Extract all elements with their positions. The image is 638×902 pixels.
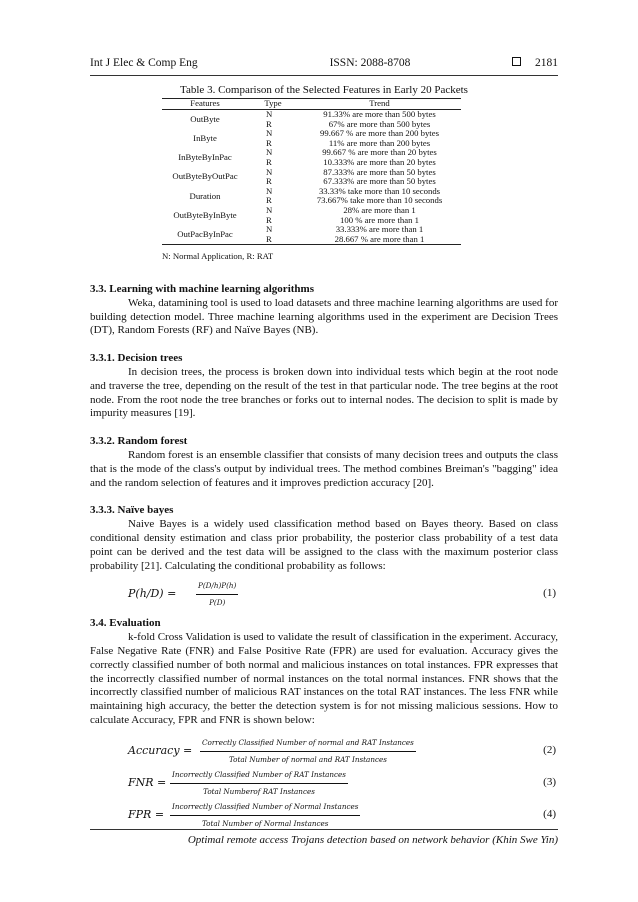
trend-cell: 99.667 % are more than 20 bytes <box>322 147 437 158</box>
equation-lhs: FNR = <box>128 775 167 789</box>
type-cell: N <box>266 185 273 196</box>
running-header <box>90 57 558 73</box>
trend-cell: 67% are more than 500 bytes <box>328 118 431 129</box>
numerator: Incorrectly Classified Number of RAT Instances <box>170 768 348 784</box>
type-cell: N <box>266 109 273 119</box>
trend-cell: 33.33% take more than 10 seconds <box>318 185 441 196</box>
table-body <box>162 110 461 245</box>
section-heading: 3.3. Learning with machine learning algorithms <box>90 283 314 295</box>
type-cell: N <box>266 224 273 235</box>
checkbox-icon <box>512 57 521 66</box>
denominator: Total Numberof RAT Instances <box>203 786 315 796</box>
table-note: N: Normal Application, R: RAT <box>162 251 274 261</box>
trend-cell: 73.667% take more than 10 seconds <box>316 195 443 206</box>
paragraph: In decision trees, the process is broken down into individual tests which begin at the root node and traverse the tree, depending on the result of the test in that particular node. The tree begins at the root node. From the root node the tree branches or forks out to internal nodes. The decision to split is made by impurity measures [19]. <box>90 365 558 420</box>
table-header-row <box>162 99 461 110</box>
page-number: 2181 <box>535 57 558 69</box>
table-caption: Table 3. Comparison of the Selected Features in Early 20 Packets <box>180 84 468 96</box>
trend-cell: 87.333% are more than 50 bytes <box>323 166 436 177</box>
feature-cell: OutPacByInPac <box>162 225 248 245</box>
paragraph: Weka, datamining tool is used to load datasets and three machine learning algorithms are used for building detection model. Three machine learning algorithms used in the experiment are Decision Trees (DT), Random Forests (RF) and Naïve Bayes (NB). <box>90 296 558 337</box>
denominator: Total Number of Normal Instances <box>201 818 329 828</box>
equation-lhs: P(h/D) = <box>128 587 177 601</box>
feature-cell: OutByte <box>190 113 220 124</box>
equation-number: (3) <box>543 775 556 788</box>
section-heading: 3.3.3. Naïve bayes <box>90 504 174 517</box>
paragraph: k-fold Cross Validation is used to validate the result of classification in the experiment. Accuracy, False Negative Rate (FNR) and False Positive Rate (FPR) are used for evaluation. Accuracy gives the correctly classified number of both normal and malicious instances on total instances. FPR expresses that the incorrectly classified number of normal instances on the total normal instances. FNR shows that the incorrectly classified number of malicious RAT instances on the total RAT instances. The less FNR while maintaining high accuracy, the better the detection system is for not missing malicious sessions. How to calculate Accuracy, FPR and FNR is shown below: <box>90 631 558 726</box>
features-table <box>162 98 461 245</box>
equation-fraction <box>200 736 416 767</box>
equation-lhs: Accuracy = <box>128 743 193 757</box>
feature-cell: OutByteByInByte <box>173 209 237 220</box>
type-cell: R <box>266 137 272 148</box>
equation-lhs: FPR = <box>128 807 165 821</box>
denominator: P(D) <box>209 598 226 608</box>
type-cell: N <box>266 147 273 158</box>
equation-3 <box>90 768 558 798</box>
type-cell: R <box>266 118 272 129</box>
feature-cell: OutByteByOutPac <box>172 171 238 182</box>
denominator: Total Number of normal and RAT Instances <box>228 754 387 764</box>
trend-cell: 28.667 % are more than 1 <box>298 235 461 245</box>
equation-number: (2) <box>543 743 556 756</box>
type-cell: R <box>248 235 298 245</box>
section-heading: 3.3.2. Random forest <box>90 435 188 448</box>
type-cell: R <box>266 156 272 167</box>
col-trend: Trend <box>298 99 461 110</box>
numerator: Correctly Classified Number of normal and RAT Instances <box>200 736 416 752</box>
numerator: P(D/h)P(h) <box>196 579 238 595</box>
equation-1 <box>90 579 558 609</box>
running-footer: Optimal remote access Trojans detection based on network behavior (Khin Swe Yin) <box>187 834 558 846</box>
trend-cell: 91.33% are more than 500 bytes <box>323 109 436 119</box>
equation-4 <box>90 800 558 830</box>
trend-cell: 10.333% are more than 20 bytes <box>323 156 436 167</box>
header-rule <box>90 75 558 76</box>
equation-fraction <box>196 579 238 610</box>
equation-fraction <box>170 800 360 831</box>
issn: ISSN: 2088-8708 <box>329 57 411 69</box>
section-heading: 3.4. Evaluation <box>90 617 161 630</box>
feature-cell: Duration <box>189 190 221 201</box>
type-cell: R <box>266 214 272 225</box>
trend-cell: 11% are more than 200 bytes <box>328 137 431 148</box>
paragraph: Naive Bayes is a widely used classification method based on Bayes theory. Based on class conditional density estimation and class prior probability, the posterior class probability of a test data point can be derived and the test data will be assigned to the class with the maximum posterior class probability [21]. Calculating the conditional probability as follows: <box>90 518 558 572</box>
trend-cell: 67.333% are more than 50 bytes <box>323 176 436 187</box>
trend-cell: 28% are more than 1 <box>343 204 416 215</box>
footer-rule <box>90 829 558 830</box>
type-cell: R <box>266 176 272 187</box>
trend-cell: 33.333% are more than 1 <box>335 224 424 235</box>
paragraph: Random forest is an ensemble classifier that consists of many decision trees and outputs the class that is the mode of the class's output by individual trees. The method combines Breiman's "bagging" idea and the random selection of features and it improves prediction accuracy [20]. <box>90 448 558 489</box>
type-cell: N <box>266 204 273 215</box>
page-number-block <box>512 57 558 69</box>
paper-body <box>90 283 558 830</box>
equation-number: (4) <box>543 807 556 820</box>
journal-name: Int J Elec & Comp Eng <box>90 57 198 69</box>
type-cell: R <box>266 195 272 206</box>
feature-cell: InByte <box>193 132 217 143</box>
type-cell: N <box>266 166 273 177</box>
trend-cell: 99.667 % are more than 200 bytes <box>320 128 439 139</box>
numerator: Incorrectly Classified Number of Normal Instances <box>170 800 360 816</box>
type-cell: N <box>266 128 273 139</box>
trend-cell: 100 % are more than 1 <box>340 214 419 225</box>
section-heading: 3.3.1. Decision trees <box>90 352 183 365</box>
col-features: Features <box>162 99 248 110</box>
equation-fraction <box>170 768 348 799</box>
feature-cell: InByteByInPac <box>178 152 232 163</box>
equation-2 <box>90 736 558 766</box>
equation-number: (1) <box>543 587 556 600</box>
col-type: Type <box>248 99 298 110</box>
